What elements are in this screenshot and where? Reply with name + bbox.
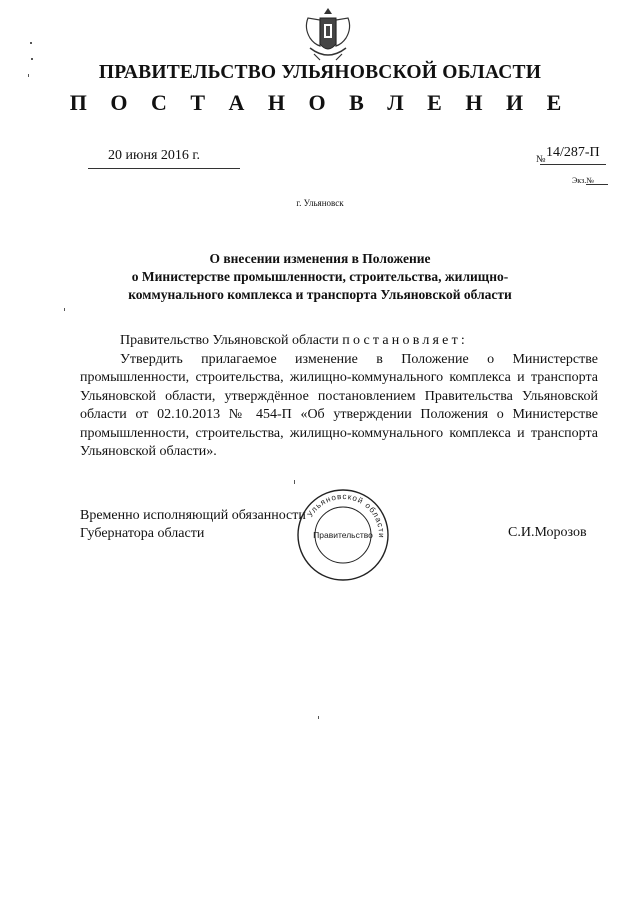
copy-number-label: Экз.№ (572, 176, 594, 185)
scan-speck (294, 480, 295, 484)
document-type: П О С Т А Н О В Л Е Н И Е (69, 90, 571, 115)
scan-speck (31, 58, 33, 60)
city: г. Ульяновск (296, 198, 344, 208)
signer-title-line: Губернатора области (80, 526, 205, 541)
subject-line: коммунального комплекса и транспорта Ульяновской области (128, 287, 512, 302)
subject-line: о Министерстве промышленности, строительства, жилищно- (131, 269, 509, 284)
signer-title (80, 507, 306, 543)
scan-speck (28, 74, 29, 77)
document-body (80, 332, 598, 462)
document-subject (100, 250, 540, 304)
organization-title: ПРАВИТЕЛЬСТВО УЛЬЯНОВСКОЙ ОБЛАСТИ (98, 62, 542, 83)
document-number: 14/287-П (546, 145, 600, 160)
signer-name: С.И.Морозов (508, 525, 587, 540)
official-stamp (296, 488, 390, 582)
scan-speck (318, 716, 319, 719)
decree-paragraph: Утвердить прилагаемое изменение в Положение о Министерстве промышленности, строительства, жилищно-коммунального комплекса и транспорта Ульяновской области, утверждённое постановлением Правительства Ульяновской области от 02.10.2013 № 454-П «Об утверждении Положения о Министерстве промышленности, строительства, жилищно-коммунального комплекса и транспорта Ульяновской области». (80, 351, 598, 459)
document-date: 20 июня 2016 г. (108, 148, 201, 163)
decree-word: постановляет: (342, 333, 468, 348)
decree-intro (80, 332, 598, 351)
number-underline (540, 164, 606, 165)
number-sign: № (536, 154, 546, 165)
stamp-center-text: Правительство (313, 530, 373, 540)
coat-of-arms-icon (300, 4, 356, 68)
date-underline (88, 168, 240, 169)
stamp-outer-text: Ульяновской области (305, 491, 387, 539)
scan-speck (30, 42, 32, 44)
decree-intro-prefix: Правительство Ульяновской области (120, 333, 339, 348)
subject-line: О внесении изменения в Положение (209, 251, 431, 266)
scan-speck (64, 308, 65, 311)
signer-title-line: Временно исполняющий обязанности (80, 508, 306, 523)
copy-number-underline (586, 184, 608, 185)
